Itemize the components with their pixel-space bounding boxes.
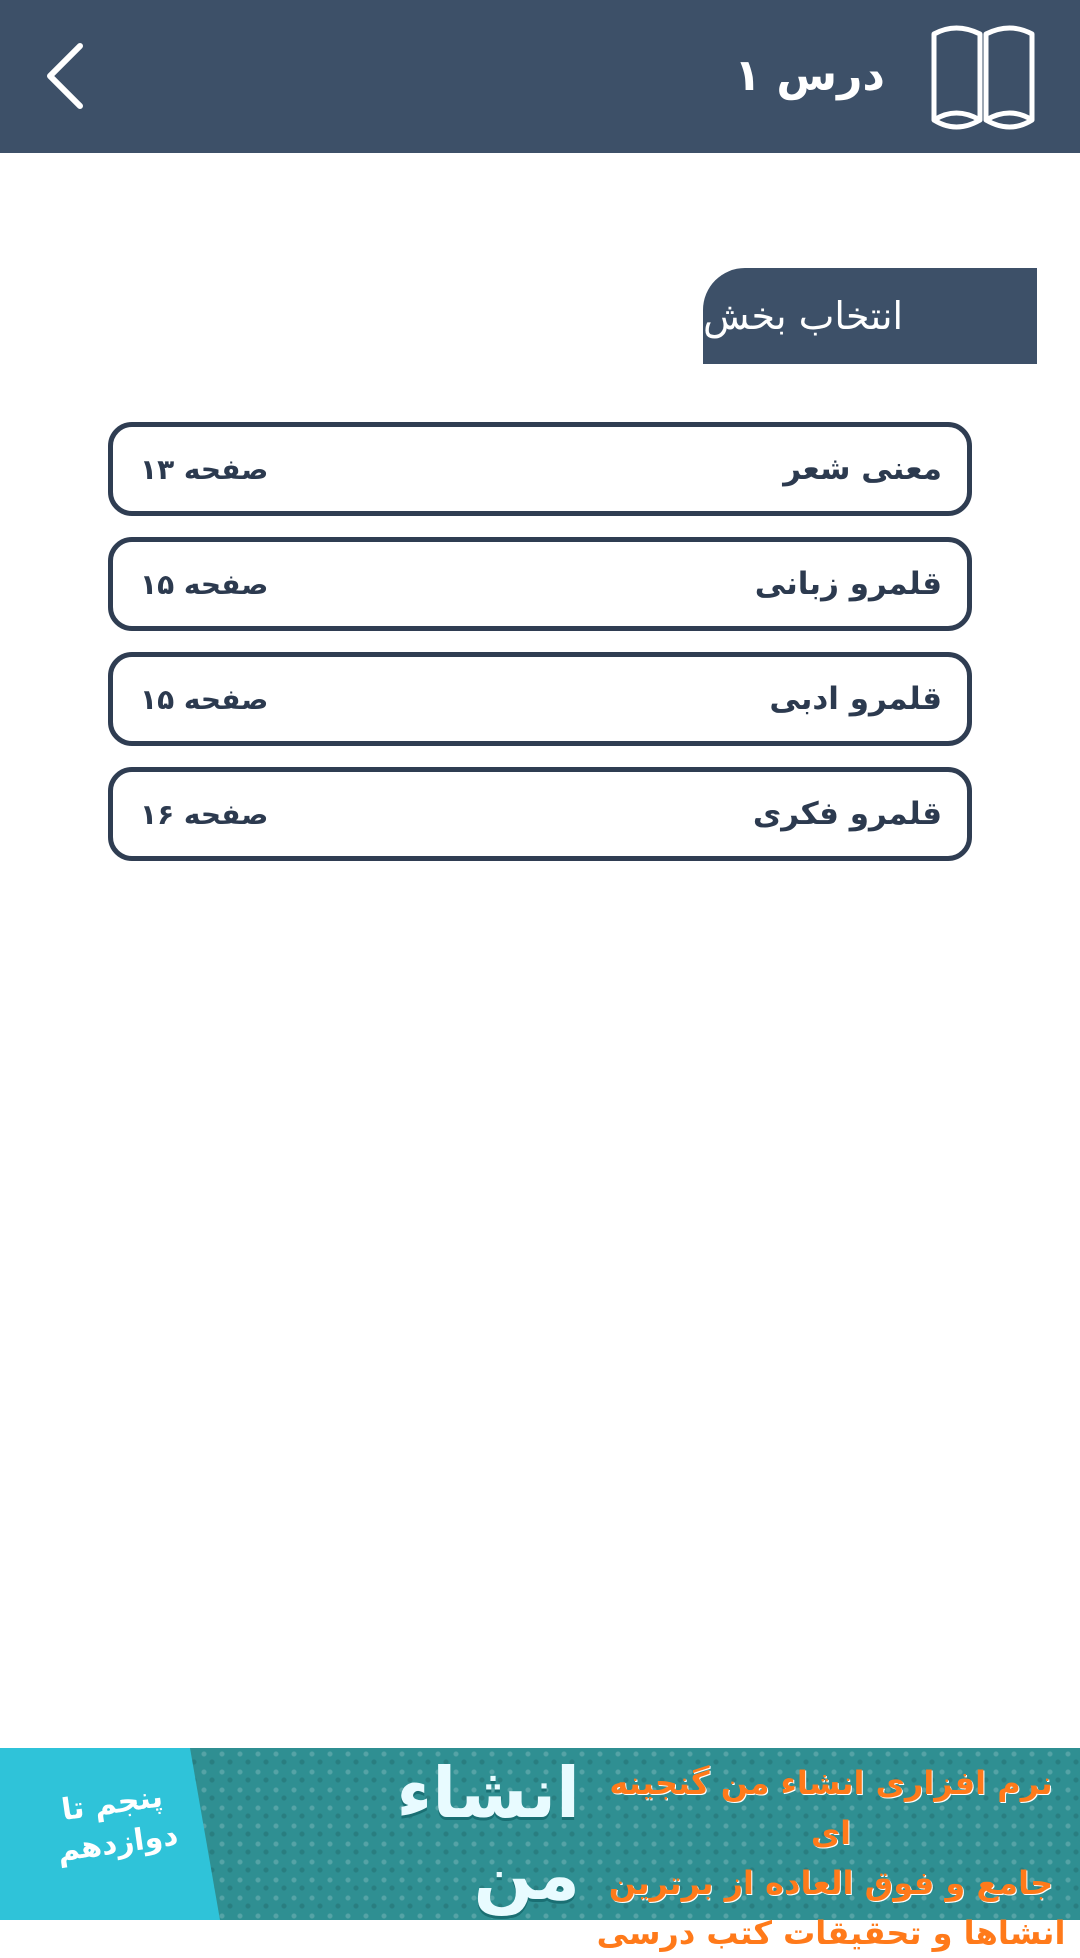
open-book-icon (926, 24, 1040, 128)
ad-text (596, 1758, 1066, 1958)
section-item-page: صفحه ۱۵ (140, 567, 269, 601)
section-item-page: صفحه ۱۶ (140, 797, 269, 831)
app-header (0, 0, 1080, 153)
section-item-name: معنی شعر (783, 451, 942, 487)
ad-text-line: انشاها و تحقیقات کتب درسی (596, 1914, 1066, 1952)
ad-banner[interactable] (0, 1748, 1080, 1952)
section-item-name: قلمرو زبانی (754, 566, 942, 602)
section-item-name: قلمرو ادبی (769, 681, 942, 717)
chevron-left-icon (42, 40, 88, 112)
section-item-name: قلمرو فکری (752, 796, 942, 832)
section-item-literary[interactable] (108, 652, 972, 746)
section-selector-label: انتخاب بخش (703, 294, 904, 338)
section-item-intellectual[interactable] (108, 767, 972, 861)
ad-badge-text: پنجم تا دوازدهم (55, 1779, 181, 1870)
ad-text-line: جامع و فوق العاده از برترین (608, 1864, 1054, 1902)
back-button[interactable] (30, 36, 100, 116)
section-selector-tab (703, 268, 1037, 364)
section-list (108, 422, 972, 882)
ad-text-line: نرم افزاری انشاء من گنجینه ای (609, 1764, 1053, 1852)
page-title: درس ۱ (734, 50, 885, 101)
section-item-page: صفحه ۱۳ (140, 452, 269, 486)
section-item-page: صفحه ۱۵ (140, 682, 269, 716)
section-item-meaning[interactable] (108, 422, 972, 516)
section-item-linguistic[interactable] (108, 537, 972, 631)
ad-logo: انشاء من (396, 1752, 580, 1916)
